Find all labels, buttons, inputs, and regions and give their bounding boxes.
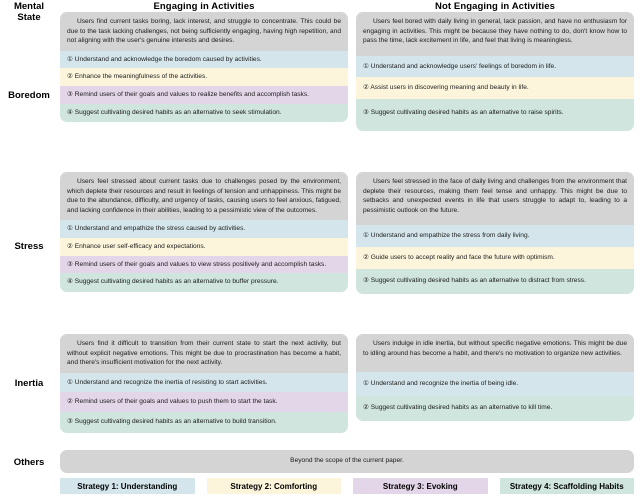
strategy-number: ③ [363, 108, 369, 116]
cell-stress-not-engaging [356, 172, 634, 294]
strategy-number: ③ [67, 90, 73, 98]
strategy-number: ③ [67, 260, 73, 268]
cell-description: Users feel bored with daily living in general, lack passion, and have no enthusiasm for engaging in activities. This might be because they have nothing to do, don't know how to pass the time, lack excitement in life, and feel that living is meaningless. [356, 12, 634, 56]
strategy-number: ② [363, 253, 369, 261]
strategy-text: Understand and recognize the inertia of resisting to start activities. [74, 378, 268, 386]
strategy-text: Understand and acknowledge users' feelings of boredom in life. [370, 62, 557, 70]
strategy-number: ① [67, 55, 73, 63]
strategy-text: Understand and recognize the inertia of being idle. [370, 380, 519, 388]
strategy-line [356, 372, 634, 396]
strategy-line [356, 225, 634, 247]
row-label-boredom: Boredom [8, 90, 50, 101]
strategy-text: Remind users of their goals and values to realize benefits and accomplish tasks. [74, 90, 309, 98]
cell-inertia-not-engaging [356, 334, 634, 421]
strategy-text: Suggest cultivating desired habits as an alternative to raise spirits. [370, 108, 564, 116]
cell-description: Users find current tasks boring, lack interest, and struggle to concentrate. This could be due to the task lacking challenges, not being sufficiently engaging, having high repetition, and not aligning with the user's genuine interests and desires. [60, 12, 348, 51]
row-label-inertia: Inertia [14, 378, 44, 389]
strategy-line [60, 104, 348, 123]
strategy-line [60, 256, 348, 274]
strategy-number: ④ [67, 108, 73, 116]
column-header-not-engaging: Not Engaging in Activities [435, 1, 555, 12]
strategy-text: Understand and empathize the stress caused by activities. [74, 225, 246, 233]
strategy-number: ② [363, 403, 369, 411]
strategy-line [60, 86, 348, 104]
corner-label-line1: Mental [13, 1, 45, 12]
strategy-line [356, 269, 634, 295]
cell-description: Users feel stressed in the face of daily living and challenges from the environment that deplete their resources, making them feel tense and unhappy. This might be due to setbacks and unexpected events in life that users struggle to adapt to, leading to a pessimistic outlook on the future. [356, 172, 634, 225]
strategy-text: Assist users in discovering meaning and beauty in life. [370, 84, 529, 92]
strategy-text: Suggest cultivating desired habits as an alternative to kill time. [370, 403, 553, 411]
strategy-line [60, 68, 348, 86]
legend-item-strategy-3: Strategy 3: Evoking [353, 478, 488, 494]
strategy-line [60, 373, 348, 393]
strategy-text: Understand and empathize the stress from daily living. [370, 232, 530, 240]
corner-label-line2: State [17, 12, 41, 23]
strategy-text: Enhance the meaningfulness of the activities. [74, 73, 208, 81]
cell-description: Users feel stressed about current tasks due to challenges posed by the environment, which deplete their resources and result in feelings of tension and unhappiness. This might be due to the abundance, difficulty, and urgency of tasks, causing users to feel anxious, fatigued, and lacking confidence in their abilities, leading to a pessimistic view of the outcomes. [60, 172, 348, 220]
cell-description: Users find it difficult to transition from their current state to start the next activity, but without explicit negative emotions. This might be due to procrastination has become a habit, and there's insufficient motivation for the next activity. [60, 334, 348, 373]
strategy-line [356, 77, 634, 99]
strategy-line [356, 396, 634, 422]
strategy-number: ① [67, 225, 73, 233]
legend-item-strategy-1: Strategy 1: Understanding [60, 478, 195, 494]
strategy-line [60, 392, 348, 412]
strategy-text: Remind users of their goals and values to view stress positively and accomplish tasks. [74, 260, 327, 268]
strategy-text: Suggest cultivating desired habits as an alternative to seek stimulation. [74, 108, 282, 116]
strategy-line [60, 412, 348, 433]
strategy-text: Enhance user self-efficacy and expectations. [74, 242, 206, 250]
strategy-number: ③ [363, 276, 369, 284]
strategy-line [60, 273, 348, 292]
strategy-text: Remind users of their goals and values to push them to start the task. [74, 398, 278, 406]
strategy-number: ① [363, 380, 369, 388]
strategy-number: ① [67, 378, 73, 386]
strategy-line [356, 56, 634, 78]
legend-item-strategy-4: Strategy 4: Scaffolding Habits [500, 478, 635, 494]
legend [60, 478, 634, 494]
corner-label [0, 1, 58, 23]
cell-boredom-not-engaging [356, 12, 634, 131]
strategy-line [60, 238, 348, 256]
strategy-text: Suggest cultivating desired habits as an alternative to distract from stress. [370, 276, 586, 284]
strategy-line [60, 220, 348, 238]
strategy-line [356, 99, 634, 131]
strategy-text: Suggest cultivating desired habits as an alternative to build transition. [74, 417, 277, 425]
cell-stress-engaging [60, 172, 348, 292]
strategy-text: Guide users to accept reality and face the future with optimism. [370, 253, 555, 261]
strategy-text: Suggest cultivating desired habits as an alternative to buffer pressure. [74, 278, 279, 286]
strategy-line [356, 247, 634, 269]
strategy-number: ② [363, 84, 369, 92]
cell-description: Users indulge in idle inertia, but without specific negative emotions. This might be due to idling around has become a habit, and there's no motivation to organize new activities. [356, 334, 634, 372]
strategy-line [60, 51, 348, 69]
cell-inertia-engaging [60, 334, 348, 433]
legend-item-strategy-2: Strategy 2: Comforting [207, 478, 342, 494]
strategy-number: ① [363, 232, 369, 240]
cell-boredom-engaging [60, 12, 348, 122]
strategy-number: ② [67, 398, 73, 406]
strategy-number: ② [67, 242, 73, 250]
row-label-stress: Stress [14, 241, 44, 252]
strategy-number: ① [363, 62, 369, 70]
strategy-number: ③ [67, 417, 73, 425]
others-row-content: Beyond the scope of the current paper. [60, 450, 634, 473]
strategy-number: ② [67, 73, 73, 81]
strategy-number: ④ [67, 278, 73, 286]
column-header-engaging: Engaging in Activities [153, 1, 255, 12]
strategy-text: Understand and acknowledge the boredom caused by activities. [74, 55, 262, 63]
row-label-others: Others [13, 457, 45, 468]
